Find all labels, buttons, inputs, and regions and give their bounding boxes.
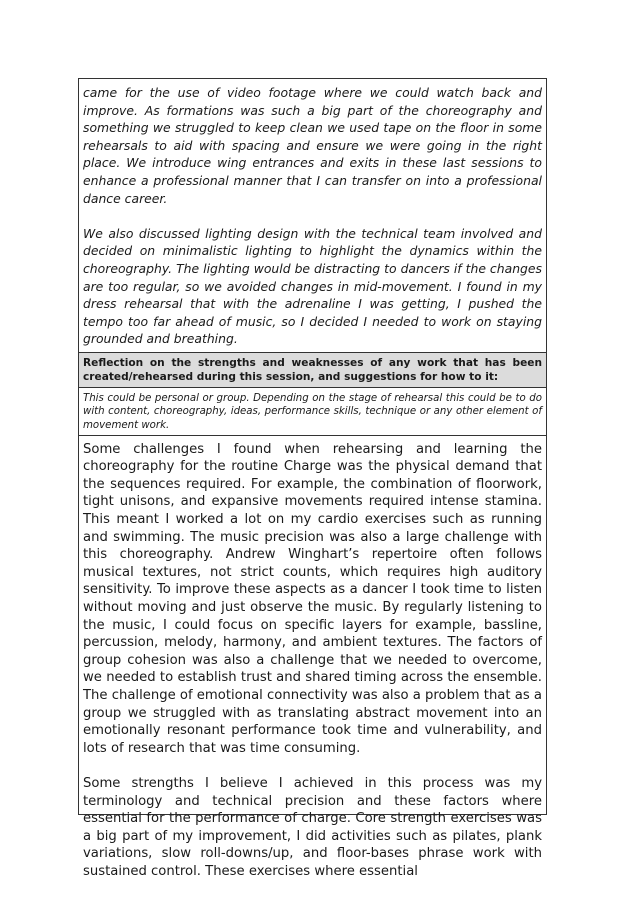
response-paragraph: Some challenges I found when rehearsing and learning the choreography for the routine Charge was the physical demand that the sequences required. For example, the combination of floorwork, tight unisons, and expansive movements required intense stamina. This meant I worked a lot on my cardio exercises such as running and swimming. The music precision was also a large challenge with this choreography. Andrew Winghart’s repertoire often follows musical textures, not strict counts, which requires high auditory sensitivity. To improve these aspects as a dancer I took time to listen without moving and just observe the music. By regularly listening to the music, I could focus on specific layers for example, bassline, percussion, melody, harmony, and ambient textures. The factors of group cohesion was also a challenge that we needed to overcome, we needed to establish trust and shared timing across the ensemble. The challenge of emotional connectivity was also a problem that as a group we struggled with as translating abstract movement into an emotionally resonant performance took time and vulnerability, and lots of research that was time consuming. (83, 441, 542, 756)
reflection-paragraph: We also discussed lighting design with the technical team involved and decided on minimalistic lighting to highlight the dynamics within the choreography. The lighting would be distracting to dancers if the changes are too regular, so we avoided changes in mid-movement. I found in my dress rehearsal that with the adrenaline I was getting, I pushed the tempo too far ahead of music, so I decided I needed to work on staying grounded and breathing. (83, 225, 542, 347)
reflection-table (78, 78, 547, 879)
section-hint: This could be personal or group. Depending on the stage of rehearsal this could be to do with content, choreography, ideas, performance skills, technique or any other element of movement work. (79, 388, 546, 436)
reflection-continued-cell (79, 79, 546, 353)
response-cell (79, 436, 546, 881)
response-paragraph: Some strengths I believe I achieved in this process was my terminology and technical precision and these factors where essential for the performance of charge. Core strength exercises was a big part of my improvement, I did activities such as pilates, plank variations, slow roll-downs/up, and floor-bases phrase work with sustained control. These exercises where essential (83, 775, 542, 879)
reflection-paragraph: came for the use of video footage where we could watch back and improve. As formations was such a big part of the choreography and something we struggled to keep clean we used tape on the floor in some rehearsals to aid with spacing and ensure we were going in the right place. We introduce wing entrances and exits in these last sessions to enhance a professional manner that I can transfer on into a professional dance career. (83, 85, 542, 206)
section-heading: Reflection on the strengths and weaknesses of any work that has been created/rehearsed during this session, and suggestions for how to it: (79, 353, 546, 388)
